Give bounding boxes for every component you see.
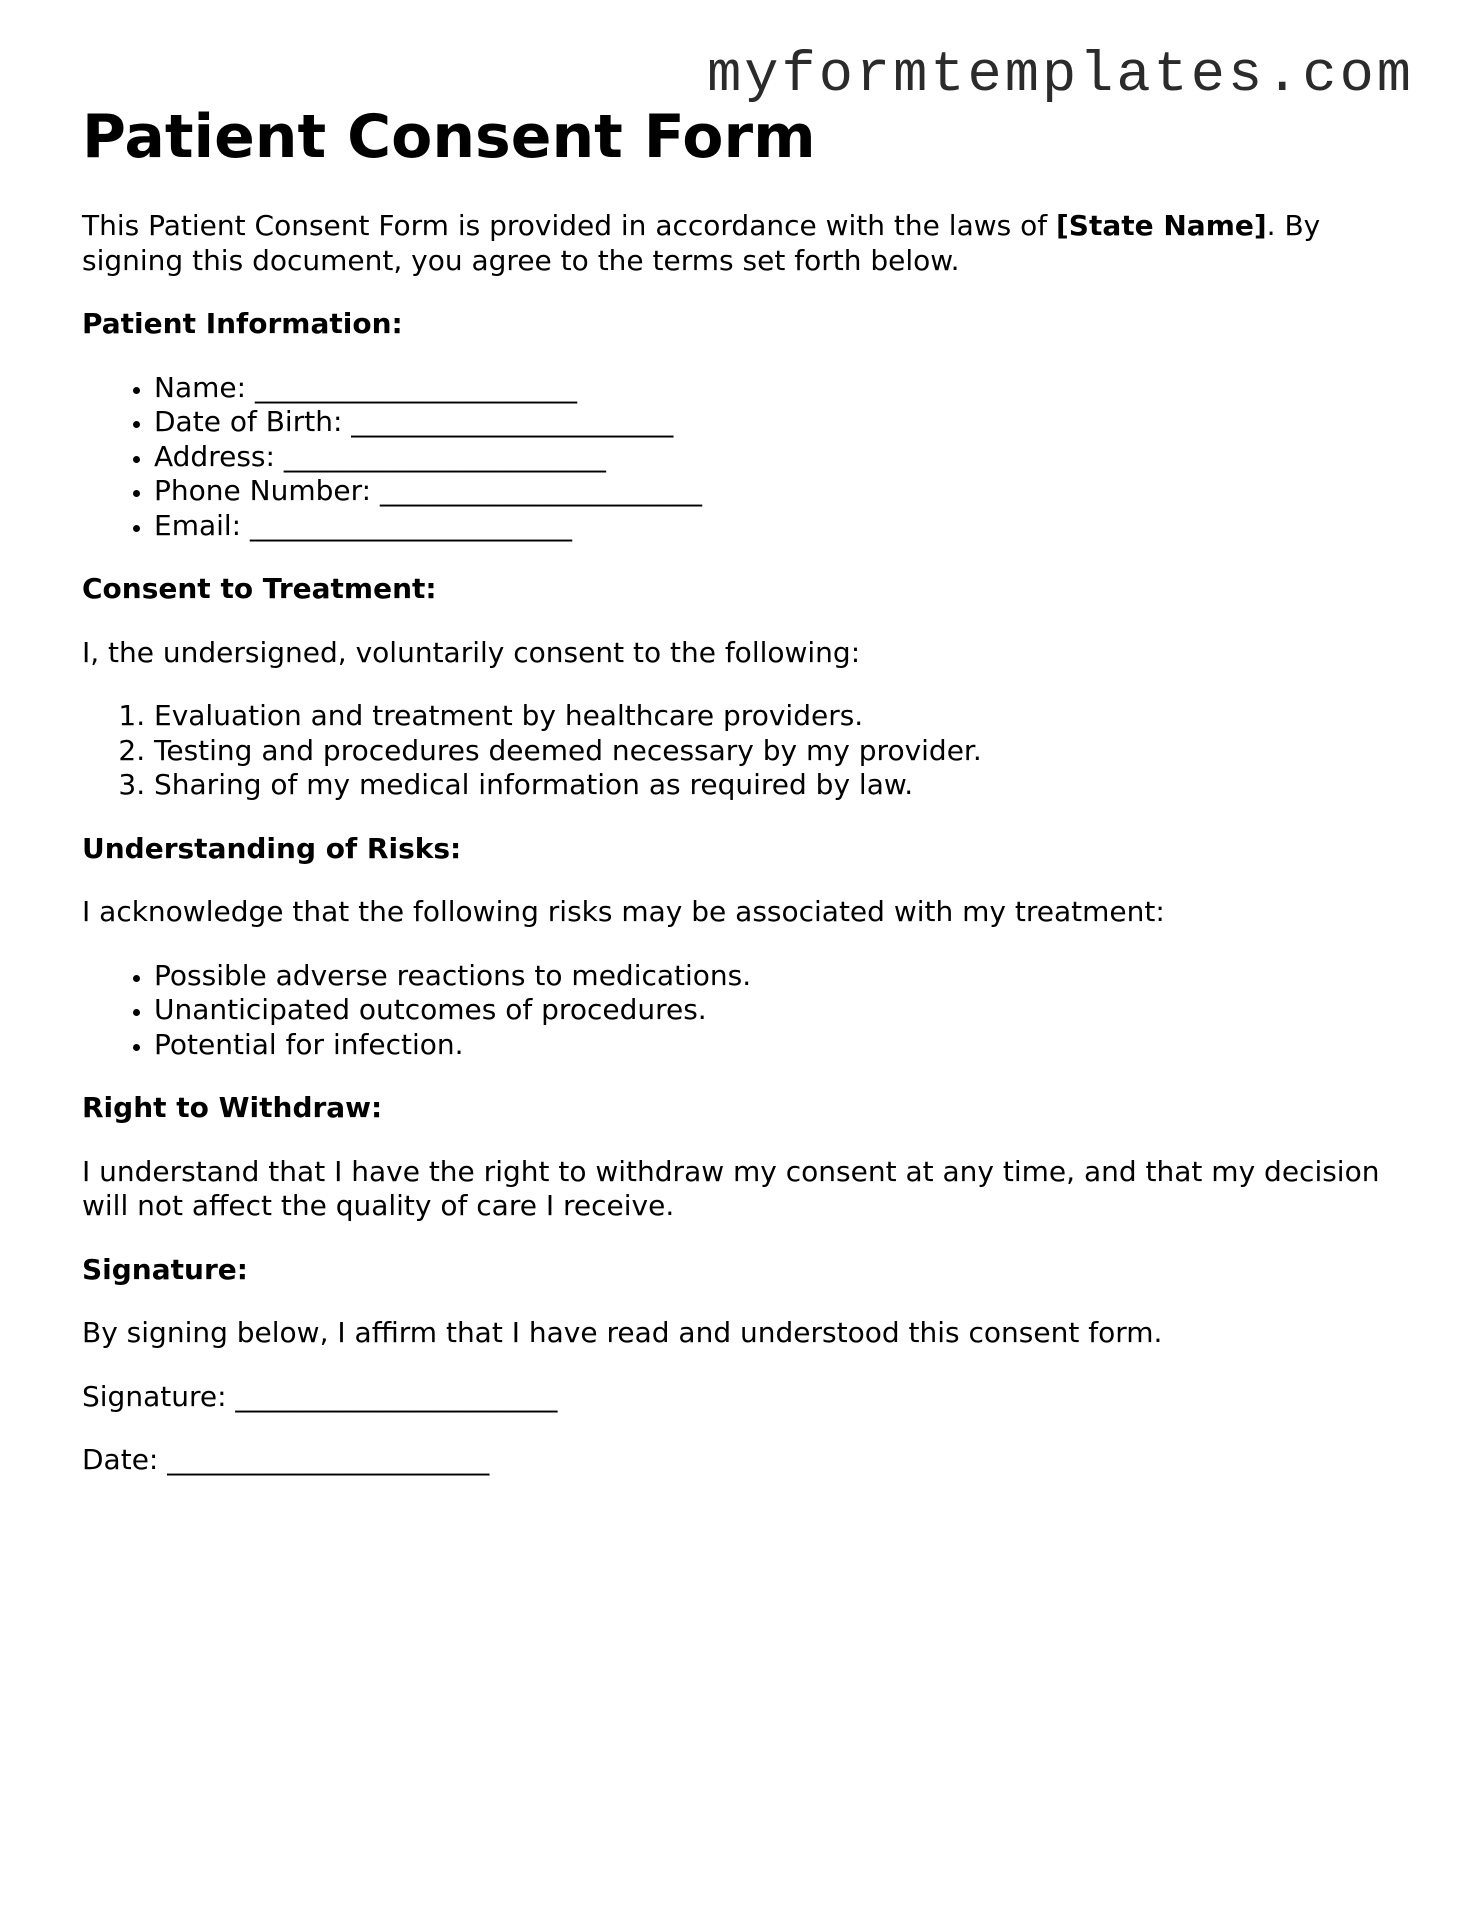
phone-number-field: • Phone Number: _______________________ (154, 474, 1402, 509)
signature-affirmation: By signing below, I affirm that I have read and understood this consent form. (82, 1316, 1163, 1349)
address-field: • Address: _______________________ (154, 440, 1402, 475)
consent-list (82, 699, 1402, 803)
date-field: Date: _______________________ (82, 1443, 490, 1476)
risks-list (82, 959, 1402, 1063)
email-field: • Email: _______________________ (154, 509, 1402, 544)
watermark: myformtemplates.com (707, 44, 1414, 108)
signature-heading: Signature: (82, 1252, 248, 1286)
state-name-placeholder: [State Name] (1056, 209, 1267, 242)
document-body (82, 209, 1402, 1507)
risks-heading: Understanding of Risks: (82, 831, 462, 865)
intro-text-after: . By signing this document, you agree to the terms set forth below. (82, 209, 1321, 277)
patient-info-list (82, 371, 1402, 544)
risk-item: • Possible adverse reactions to medications. (154, 959, 1402, 994)
risk-item: • Potential for infection. (154, 1028, 1402, 1063)
withdraw-text: I understand that I have the right to withdraw my consent at any time, and that my decision will not affect the quality of care I receive. (82, 1154, 1380, 1222)
consent-item: 2. Testing and procedures deemed necessary by my provider. (154, 734, 1402, 769)
date-of-birth-field: • Date of Birth: _______________________ (154, 405, 1402, 440)
signature-field: Signature: _______________________ (82, 1379, 558, 1413)
patient-info-heading: Patient Information: (82, 307, 403, 340)
intro-text-before: This Patient Consent Form is provided in accordance with the laws of (82, 209, 1056, 242)
name-field: • Name: _______________________ (154, 371, 1402, 406)
risks-lead: I acknowledge that the following risks may be associated with my treatment: (82, 895, 1165, 928)
intro-paragraph (82, 209, 1402, 278)
consent-heading: Consent to Treatment: (82, 572, 437, 605)
consent-item: 1. Evaluation and treatment by healthcare providers. (154, 699, 1402, 734)
withdraw-heading: Right to Withdraw: (82, 1091, 383, 1124)
page-title: Patient Consent Form (82, 102, 816, 172)
risk-item: • Unanticipated outcomes of procedures. (154, 993, 1402, 1028)
consent-item: 3. Sharing of my medical information as required by law. (154, 768, 1402, 803)
consent-lead: I, the undersigned, voluntarily consent to the following: (82, 635, 861, 669)
